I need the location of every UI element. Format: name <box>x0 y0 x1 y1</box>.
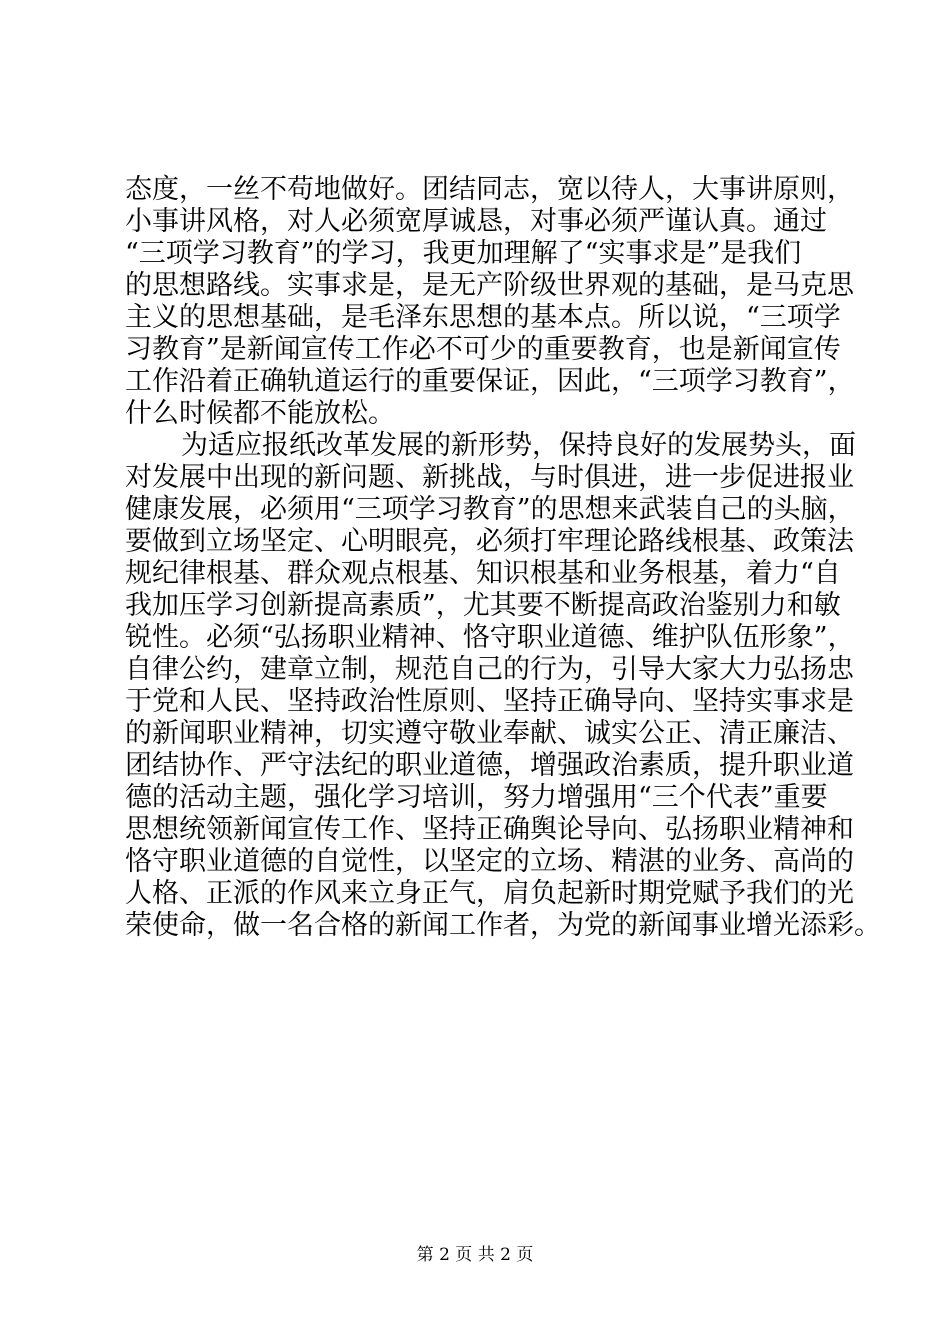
text-line: 工作沿着正确轨道运行的重要保证，因此，“三项学习教育”， <box>125 366 855 397</box>
text-line: 的思想路线。实事求是，是无产阶级世界观的基础，是马克思 <box>125 270 854 301</box>
text-line: 主义的思想基础，是毛泽东思想的基本点。所以说，“三项学 <box>125 302 841 333</box>
text-line: 恪守职业道德的自觉性，以坚定的立场、精湛的业务、高尚的 <box>125 846 854 877</box>
text-line: 人格、正派的作风来立身正气，肩负起新时期党赋予我们的光 <box>125 878 854 909</box>
text-line: 德的活动主题，强化学习培训，努力增强用“三个代表”重要 <box>125 782 828 813</box>
paragraph-first-line: 为适应报纸改革发展的新形势，保持良好的发展势头，面 <box>181 430 856 461</box>
text-line: 什么时候都不能放松。 <box>125 398 395 429</box>
text-line: 思想统领新闻宣传工作、坚持正确舆论导向、弘扬职业精神和 <box>125 814 854 845</box>
text-line: 态度，一丝不苟地做好。团结同志，宽以待人，大事讲原则， <box>125 174 854 205</box>
page-footer: 第 2 页 共 2 页 <box>416 1245 534 1265</box>
text-line: 团结协作、严守法纪的职业道德，增强政治素质，提升职业道 <box>125 750 854 781</box>
text-line: 习教育”是新闻宣传工作必不可少的重要教育，也是新闻宣传 <box>125 334 841 365</box>
text-line: 对发展中出现的新问题、新挑战，与时俱进，进一步促进报业 <box>125 462 854 493</box>
text-line: 要做到立场坚定、心明眼亮，必须打牢理论路线根基、政策法 <box>125 526 854 557</box>
text-line: 于党和人民、坚持政治性原则、坚持正确导向、坚持实事求是 <box>125 686 854 717</box>
text-line: “三项学习教育”的学习，我更加理解了“实事求是”是我们 <box>125 238 802 269</box>
text-line: 小事讲风格，对人必须宽厚诚恳，对事必须严谨认真。通过 <box>125 206 827 237</box>
text-line: 锐性。必须“弘扬职业精神、恪守职业道德、维护队伍形象”， <box>125 622 855 653</box>
text-line: 规纪律根基、群众观点根基、知识根基和业务根基，着力“自 <box>125 558 841 589</box>
text-line: 的新闻职业精神，切实遵守敬业奉献、诚实公正、清正廉洁、 <box>125 718 854 749</box>
text-line: 荣使命，做一名合格的新闻工作者，为党的新闻事业增光添彩。 <box>125 910 881 941</box>
text-line: 健康发展，必须用“三项学习教育”的思想来武装自己的头脑， <box>125 494 855 525</box>
text-line: 我加压学习创新提高素质”，尤其要不断提高政治鉴别力和敏 <box>125 590 841 621</box>
text-line: 自律公约，建章立制，规范自己的行为，引导大家大力弘扬忠 <box>125 654 854 685</box>
